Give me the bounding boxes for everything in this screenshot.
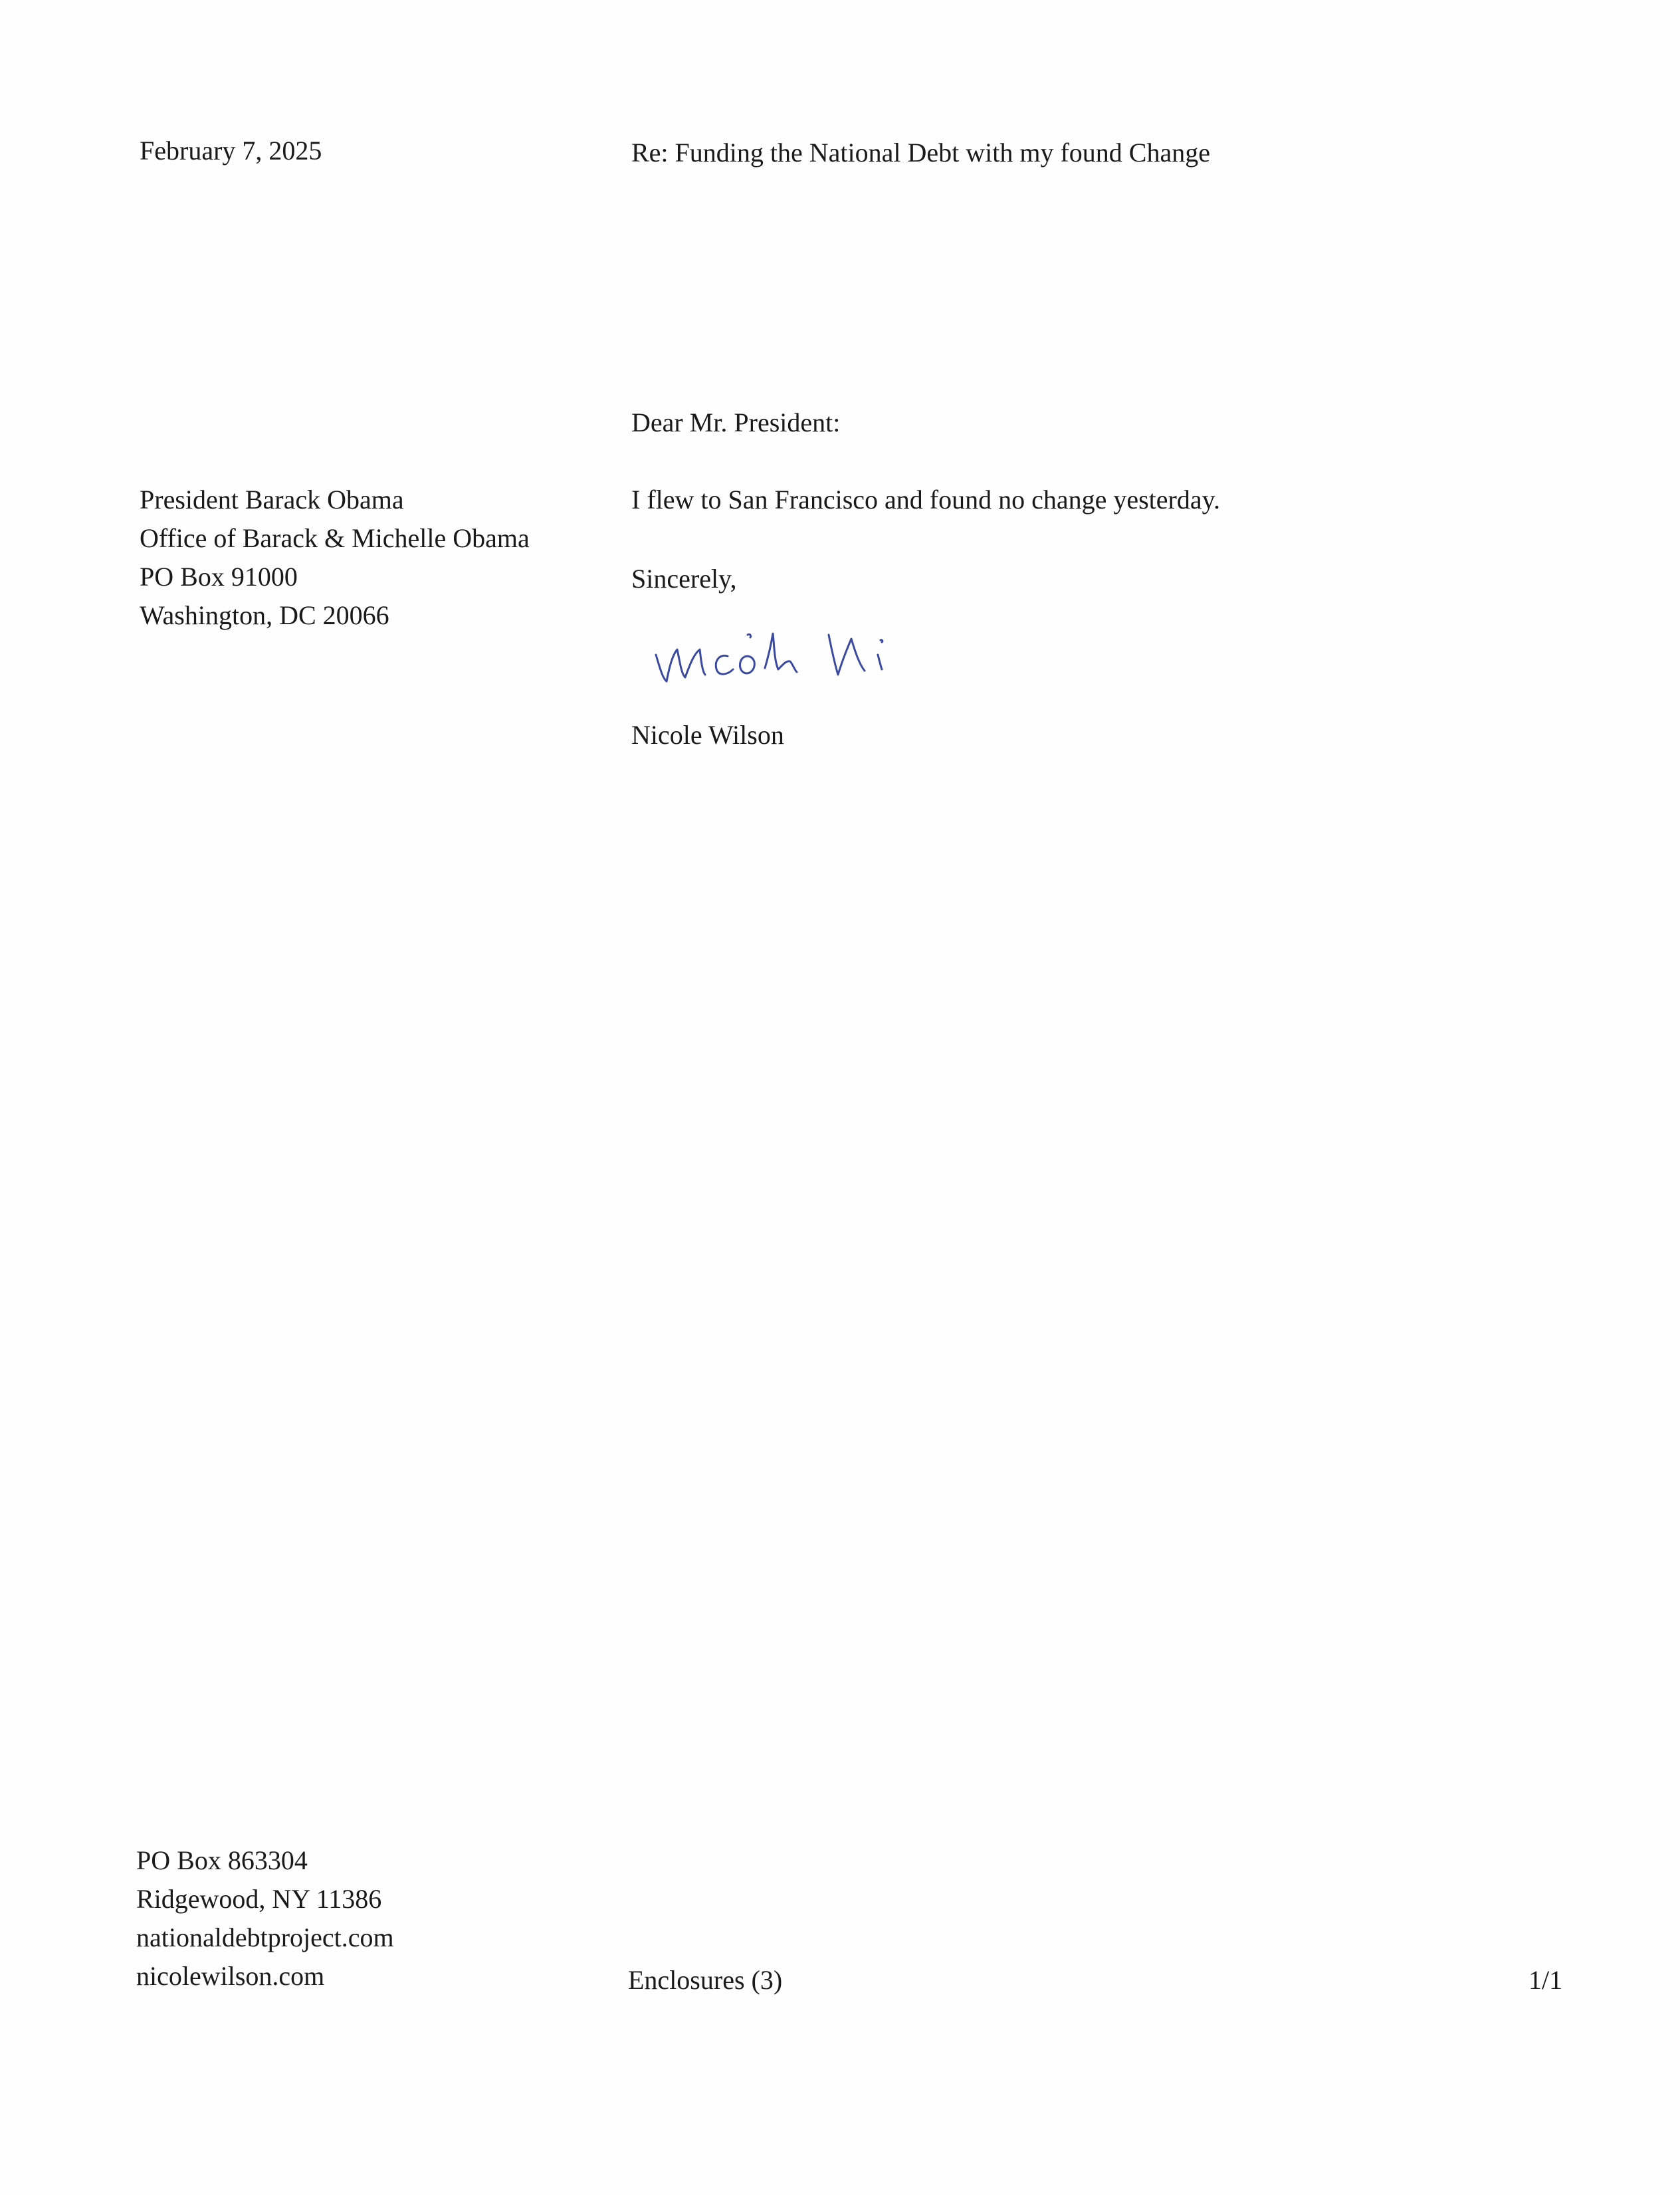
page-number: 1/1 [1528,1965,1563,1995]
sender-po-box: PO Box 863304 [136,1845,308,1875]
recipient-city: Washington, DC 20066 [140,600,389,630]
sender-website-2: nicolewilson.com [136,1961,325,1991]
recipient-address [140,481,530,635]
salutation: Dear Mr. President: [631,407,841,437]
letter-body: I flew to San Francisco and found no change yesterday. [631,485,1221,515]
enclosures-note: Enclosures (3) [628,1965,783,1995]
letter-subject: Re: Funding the National Debt with my found Change [631,138,1210,168]
closing: Sincerely, [631,564,737,594]
sender-city: Ridgewood, NY 11386 [136,1884,382,1914]
sender-address [136,1841,394,1996]
letter-date: February 7, 2025 [140,136,322,166]
recipient-office: Office of Barack & Michelle Obama [140,523,530,553]
signer-name: Nicole Wilson [631,720,784,750]
handwritten-signature-icon [648,608,954,695]
recipient-po-box: PO Box 91000 [140,562,298,592]
recipient-name: President Barack Obama [140,485,404,515]
sender-website-1: nationaldebtproject.com [136,1922,394,1952]
